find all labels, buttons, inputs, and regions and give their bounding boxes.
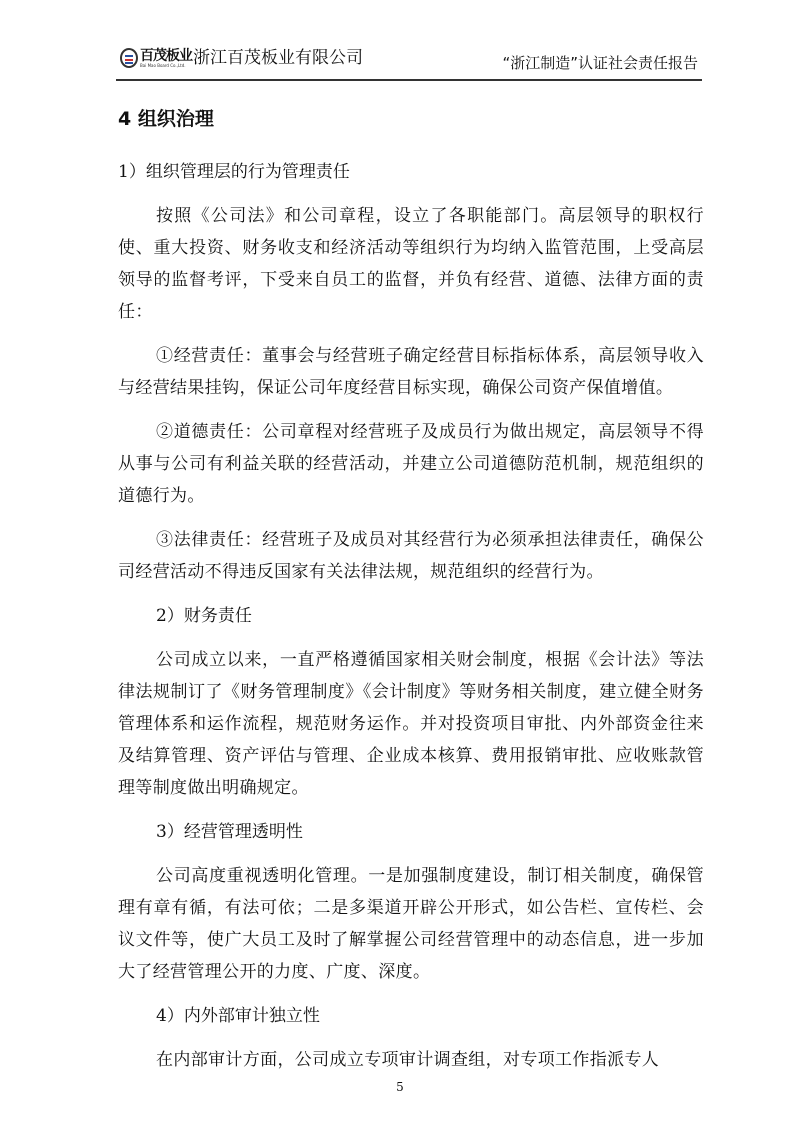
paragraph: 公司高度重视透明化管理。一是加强制度建设，制订相关制度，确保管理有章有循，有法可依；二是多渠道开辟公开形式，如公告栏、宣传栏、会议文件等，使广大员工及时了解掌握公司经营管理中的动态信息，进一步加大了经营管理公开的力度、广度、深度。 — [118, 866, 704, 982]
page-number: 5 — [396, 1080, 404, 1094]
page-header — [116, 44, 702, 76]
company-logo — [120, 48, 363, 68]
logo-english-name: Bai Mao Board Co.,Ltd. — [140, 63, 186, 68]
company-name: 浙江百茂板业有限公司 — [193, 48, 363, 68]
company-logo-icon — [120, 48, 138, 68]
subheading-audit-independence: 4）内外部审计独立性 — [156, 1006, 320, 1026]
paragraph-business-responsibility: ①经营责任：董事会与经营班子确定经营目标指标体系，高层领导收入与经营结果挂钩，保证公司年度经营目标实现，确保公司资产保值增值。 — [118, 346, 704, 398]
paragraph: 在内部审计方面，公司成立专项审计调查组，对专项工作指派专人 — [156, 1050, 660, 1070]
subheading-management-responsibility: 1）组织管理层的行为管理责任 — [118, 162, 350, 182]
header-divider — [116, 79, 702, 81]
paragraph-ethical-responsibility: ②道德责任：公司章程对经营班子及成员行为做出规定，高层领导不得从事与公司有利益关联的经营活动，并建立公司道德防范机制，规范组织的道德行为。 — [118, 422, 704, 506]
paragraph: 按照《公司法》和公司章程，设立了各职能部门。高层领导的职权行使、重大投资、财务收支和经济活动等组织行为均纳入监管范围，上受高层领导的监督考评，下受来自员工的监督，并负有经营、道德、法律方面的责任： — [118, 206, 704, 322]
report-title: “浙江制造”认证社会责任报告 — [502, 54, 698, 72]
paragraph: 公司成立以来，一直严格遵循国家相关财会制度，根据《会计法》等法律法规制订了《财务管理制度》《会计制度》等财务相关制度，建立健全财务管理体系和运作流程，规范财务运作。并对投资项目审批、内外部资金往来及结算管理、资产评估与管理、企业成本核算、费用报销审批、应收账款管理等制度做出明确规定。 — [118, 650, 704, 798]
paragraph-legal-responsibility: ③法律责任：经营班子及成员对其经营行为必须承担法律责任，确保公司经营活动不得违反国家有关法律法规，规范组织的经营行为。 — [118, 530, 704, 582]
logo-text — [140, 49, 192, 68]
logo-chinese-name: 百茂板业 — [140, 48, 192, 64]
subheading-management-transparency: 3）经营管理透明性 — [156, 822, 303, 842]
section-title: 4 组织治理 — [118, 108, 214, 130]
subheading-financial-responsibility: 2）财务责任 — [156, 606, 252, 626]
document-body — [118, 100, 704, 1088]
